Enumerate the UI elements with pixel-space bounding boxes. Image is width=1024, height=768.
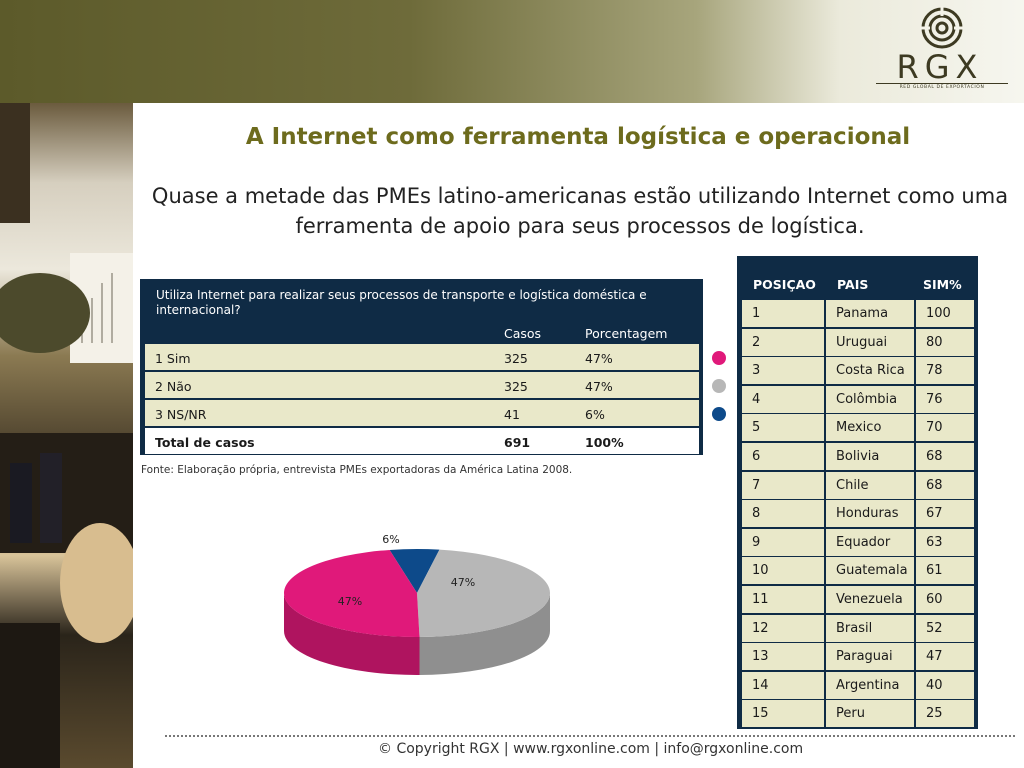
- ranking-country: Colômbia: [836, 391, 898, 407]
- ranking-position: 12: [752, 620, 769, 636]
- ranking-country-cell: [826, 472, 914, 499]
- ranking-position: 6: [752, 449, 761, 464]
- ranking-row: [742, 643, 974, 672]
- ranking-country: Bolivia: [836, 449, 880, 464]
- ranking-yes-pct: 47: [926, 649, 943, 665]
- survey-table: [140, 279, 703, 455]
- header-banner: [0, 0, 1024, 103]
- ranking-country-cell: [826, 700, 914, 727]
- source-note: Fonte: Elaboração própria, entrevista PMEs exportadoras da América Latina 2008.: [141, 464, 573, 476]
- ranking-yes-pct-cell: [916, 672, 974, 699]
- survey-total-row: [145, 428, 699, 454]
- ranking-yes-pct-cell: [916, 357, 974, 384]
- ranking-header-yes-pct: SIM%: [923, 277, 962, 292]
- ranking-position: 8: [752, 506, 761, 522]
- ranking-yes-pct: 52: [926, 620, 943, 636]
- ranking-position-cell: [742, 443, 824, 470]
- ranking-table: [737, 256, 978, 729]
- survey-row-cases: 325: [504, 351, 528, 366]
- ranking-yes-pct-cell: [916, 500, 974, 527]
- ranking-position: 1: [752, 306, 761, 321]
- ranking-position: 15: [752, 706, 769, 722]
- ranking-yes-pct: 67: [926, 506, 943, 522]
- ranking-yes-pct-cell: [916, 643, 974, 670]
- ranking-country-cell: [826, 586, 914, 613]
- ranking-position: 2: [752, 334, 761, 350]
- ranking-position: 14: [752, 677, 769, 693]
- ranking-country-cell: [826, 529, 914, 556]
- pie-data-label: 47%: [450, 576, 476, 589]
- ranking-yes-pct: 63: [926, 534, 943, 550]
- survey-row: [145, 400, 699, 426]
- ranking-position-cell: [742, 615, 824, 642]
- ranking-row: [742, 414, 974, 443]
- ranking-yes-pct-cell: [916, 300, 974, 327]
- ranking-row: [742, 586, 974, 615]
- ranking-row: [742, 557, 974, 586]
- ranking-position: 10: [752, 563, 769, 579]
- slide-title: A Internet como ferramenta logística e operacional: [245, 124, 911, 150]
- survey-row-pct: 6%: [585, 407, 605, 422]
- ranking-position: 13: [752, 649, 769, 665]
- ranking-country: Venezuela: [836, 592, 903, 607]
- ranking-country: Costa Rica: [836, 363, 905, 379]
- ranking-country: Mexico: [836, 420, 882, 436]
- survey-row-label: 1 Sim: [155, 351, 191, 366]
- ranking-country-cell: [826, 557, 914, 584]
- survey-question: Utiliza Internet para realizar seus processos de transporte e logística doméstica e internacional?: [156, 288, 647, 317]
- ranking-row: [742, 700, 974, 729]
- ranking-country: Equador: [836, 534, 891, 550]
- ranking-country-cell: [826, 615, 914, 642]
- ranking-row: [742, 357, 974, 386]
- ranking-yes-pct: 25: [926, 706, 943, 722]
- survey-total-pct: 100%: [585, 435, 624, 450]
- ranking-yes-pct-cell: [916, 414, 974, 441]
- ranking-country: Guatemala: [836, 563, 908, 579]
- ranking-country-cell: [826, 672, 914, 699]
- ranking-position: 9: [752, 534, 761, 550]
- ranking-yes-pct: 68: [926, 449, 943, 464]
- ranking-position-cell: [742, 357, 824, 384]
- survey-row-cases: 41: [504, 407, 520, 422]
- ranking-yes-pct: 78: [926, 363, 943, 379]
- ranking-yes-pct-cell: [916, 329, 974, 356]
- logo-tagline: RED GLOBAL DE EXPORTACION: [876, 83, 1008, 90]
- ranking-position-cell: [742, 529, 824, 556]
- side-photo: [0, 103, 133, 768]
- footer-divider: [165, 735, 1015, 737]
- ranking-position-cell: [742, 472, 824, 499]
- ranking-country: Peru: [836, 706, 865, 722]
- ranking-row: [742, 300, 974, 329]
- ranking-yes-pct-cell: [916, 472, 974, 499]
- copyright-footer: © Copyright RGX | www.rgxonline.com | info@rgxonline.com: [378, 741, 804, 757]
- survey-row-label: 3 NS/NR: [155, 407, 207, 422]
- slide-subtitle: Quase a metade das PMEs latino-americanas estão utilizando Internet como uma ferramenta de apoio para seus processos de logística.: [151, 184, 1009, 238]
- ranking-row: [742, 472, 974, 501]
- survey-row-pct: 47%: [585, 351, 613, 366]
- ranking-country-cell: [826, 443, 914, 470]
- ranking-country-cell: [826, 357, 914, 384]
- ranking-row: [742, 443, 974, 472]
- ranking-position-cell: [742, 643, 824, 670]
- ranking-position: 11: [752, 592, 769, 607]
- survey-row: [145, 372, 699, 398]
- ranking-country-cell: [826, 300, 914, 327]
- ranking-yes-pct-cell: [916, 586, 974, 613]
- ranking-position-cell: [742, 700, 824, 727]
- survey-row-pct: 47%: [585, 379, 613, 394]
- legend-dot-nsnr: [712, 407, 726, 421]
- ranking-row: [742, 615, 974, 644]
- rgx-logo: [870, 6, 1010, 96]
- ranking-yes-pct: 61: [926, 563, 943, 579]
- ranking-yes-pct: 100: [926, 306, 951, 321]
- ranking-yes-pct-cell: [916, 443, 974, 470]
- ranking-country: Brasil: [836, 620, 873, 636]
- ranking-row: [742, 529, 974, 558]
- ranking-row: [742, 386, 974, 415]
- ranking-position-cell: [742, 386, 824, 413]
- ranking-header-country: PAIS: [837, 277, 869, 292]
- ranking-country: Uruguai: [836, 334, 888, 350]
- ranking-yes-pct-cell: [916, 557, 974, 584]
- ranking-yes-pct: 76: [926, 391, 943, 407]
- survey-total-label: Total de casos: [155, 435, 255, 450]
- legend-dot-sim: [712, 351, 726, 365]
- column-header-cases: Casos: [504, 326, 542, 341]
- ranking-position-cell: [742, 414, 824, 441]
- logo-wordmark: RGX: [896, 48, 984, 86]
- survey-row-cases: 325: [504, 379, 528, 394]
- ranking-row: [742, 329, 974, 358]
- ranking-yes-pct-cell: [916, 615, 974, 642]
- ranking-yes-pct-cell: [916, 700, 974, 727]
- ranking-position-cell: [742, 329, 824, 356]
- ranking-country-cell: [826, 414, 914, 441]
- ranking-position: 5: [752, 420, 761, 436]
- ranking-row: [742, 500, 974, 529]
- ranking-country: Argentina: [836, 677, 900, 693]
- ranking-position-cell: [742, 500, 824, 527]
- ranking-row: [742, 672, 974, 701]
- ranking-position-cell: [742, 586, 824, 613]
- ranking-position: 7: [752, 477, 761, 493]
- ranking-header-position: POSIÇAO: [753, 277, 816, 292]
- ranking-country: Paraguai: [836, 649, 893, 665]
- ranking-country: Panama: [836, 306, 889, 321]
- pie-chart: [275, 528, 560, 678]
- survey-total-cases: 691: [504, 435, 531, 450]
- ranking-country: Chile: [836, 477, 869, 493]
- ranking-yes-pct-cell: [916, 529, 974, 556]
- ranking-country-cell: [826, 386, 914, 413]
- ranking-country-cell: [826, 643, 914, 670]
- pie-data-label: 47%: [337, 595, 363, 608]
- legend-dot-nao: [712, 379, 726, 393]
- ranking-yes-pct: 70: [926, 420, 943, 436]
- ranking-position-cell: [742, 557, 824, 584]
- ranking-country: Honduras: [836, 506, 899, 522]
- survey-row-label: 2 Não: [155, 379, 192, 394]
- ranking-yes-pct: 40: [926, 677, 943, 693]
- column-header-percentage: Porcentagem: [585, 326, 668, 341]
- ranking-yes-pct: 80: [926, 334, 943, 350]
- ranking-yes-pct: 60: [926, 592, 943, 607]
- ranking-yes-pct-cell: [916, 386, 974, 413]
- pie-data-label: 6%: [382, 533, 400, 546]
- ranking-yes-pct: 68: [926, 477, 943, 493]
- ranking-position-cell: [742, 672, 824, 699]
- ranking-position-cell: [742, 300, 824, 327]
- ranking-country-cell: [826, 500, 914, 527]
- ranking-position: 3: [752, 363, 761, 379]
- ranking-position: 4: [752, 391, 761, 407]
- ranking-country-cell: [826, 329, 914, 356]
- survey-row: [145, 344, 699, 370]
